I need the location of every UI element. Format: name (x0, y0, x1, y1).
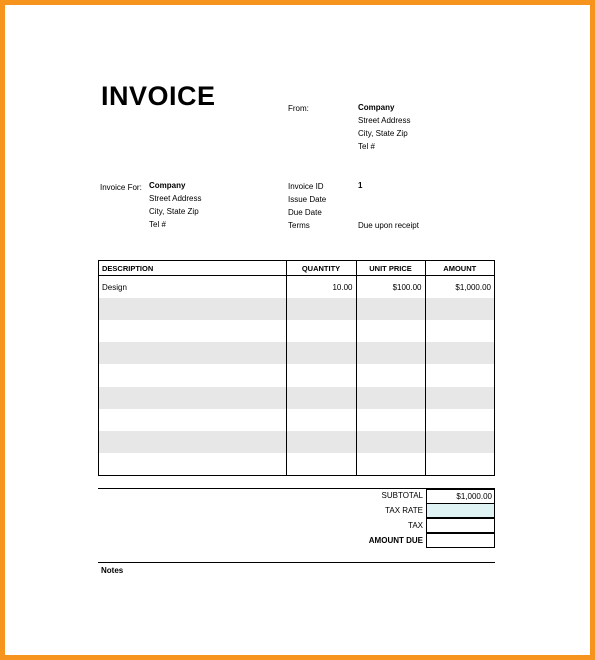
cell-amount[interactable] (425, 298, 494, 320)
cell-unit-price[interactable] (356, 342, 425, 364)
cell-quantity[interactable] (286, 298, 356, 320)
from-company: Company (358, 103, 395, 112)
cell-unit-price[interactable] (356, 431, 425, 453)
cell-unit-price[interactable] (356, 364, 425, 386)
table-row (99, 276, 494, 299)
tax-rate-field[interactable] (426, 503, 495, 518)
from-label: From: (288, 104, 309, 113)
cell-amount[interactable] (425, 320, 494, 342)
cell-unit-price[interactable] (356, 298, 425, 320)
terms-value: Due upon receipt (358, 221, 419, 230)
cell-amount[interactable] (425, 431, 494, 453)
table-row (99, 387, 494, 409)
cell-quantity[interactable] (286, 387, 356, 409)
cell-amount[interactable]: $1,000.00 (425, 276, 494, 299)
cell-amount[interactable] (425, 342, 494, 364)
from-street: Street Address (358, 116, 411, 125)
cell-description[interactable] (99, 320, 286, 342)
cell-unit-price[interactable] (356, 409, 425, 431)
cell-unit-price[interactable]: $100.00 (356, 276, 425, 299)
issue-date-label: Issue Date (288, 195, 327, 204)
invoice-id-label: Invoice ID (288, 182, 324, 191)
subtotal-value: $1,000.00 (426, 489, 495, 504)
table-header-row (99, 261, 494, 276)
cell-quantity[interactable] (286, 320, 356, 342)
invoice-title: INVOICE (101, 81, 216, 111)
notes-label: Notes (101, 566, 124, 575)
from-city: City, State Zip (358, 129, 408, 138)
column-header-amount: AMOUNT (425, 261, 494, 276)
tax-value (426, 518, 495, 533)
cell-description[interactable] (99, 387, 286, 409)
invoice-for-label: Invoice For: (100, 183, 142, 192)
cell-description[interactable] (99, 409, 286, 431)
cell-quantity[interactable]: 10.00 (286, 276, 356, 299)
subtotal-label: SUBTOTAL (381, 491, 423, 500)
cell-amount[interactable] (425, 387, 494, 409)
amount-due-value (426, 533, 495, 548)
table-row (99, 453, 494, 475)
cell-unit-price[interactable] (356, 320, 425, 342)
invoice-for-tel: Tel # (149, 220, 166, 229)
table-row (99, 431, 494, 453)
column-header-quantity: QUANTITY (286, 261, 356, 276)
cell-unit-price[interactable] (356, 453, 425, 475)
line-items-table (98, 260, 495, 476)
cell-description[interactable]: Design (102, 282, 127, 292)
from-tel: Tel # (358, 142, 375, 151)
cell-description[interactable] (99, 431, 286, 453)
cell-quantity[interactable] (286, 342, 356, 364)
cell-description[interactable] (99, 453, 286, 475)
table-row (99, 342, 494, 364)
cell-quantity[interactable] (286, 431, 356, 453)
tax-label: TAX (408, 521, 423, 530)
cell-quantity[interactable] (286, 409, 356, 431)
table-row (99, 320, 494, 342)
cell-description[interactable] (99, 342, 286, 364)
amount-due-label: AMOUNT DUE (368, 536, 423, 545)
cell-description[interactable] (99, 364, 286, 386)
cell-quantity[interactable] (286, 453, 356, 475)
invoice-for-company: Company (149, 181, 186, 190)
column-header-unit-price: UNIT PRICE (356, 261, 425, 276)
column-header-description: DESCRIPTION (99, 261, 286, 276)
cell-unit-price[interactable] (356, 387, 425, 409)
tax-rate-label: TAX RATE (385, 506, 423, 515)
due-date-label: Due Date (288, 208, 322, 217)
cell-amount[interactable] (425, 409, 494, 431)
cell-amount[interactable] (425, 453, 494, 475)
cell-amount[interactable] (425, 364, 494, 386)
terms-label: Terms (288, 221, 310, 230)
table-row (99, 298, 494, 320)
cell-description[interactable] (99, 298, 286, 320)
table-row (99, 409, 494, 431)
invoice-id-value: 1 (358, 181, 363, 190)
table-row (99, 364, 494, 386)
invoice-for-street: Street Address (149, 194, 202, 203)
cell-quantity[interactable] (286, 364, 356, 386)
invoice-for-city: City, State Zip (149, 207, 199, 216)
notes-divider (98, 562, 495, 563)
